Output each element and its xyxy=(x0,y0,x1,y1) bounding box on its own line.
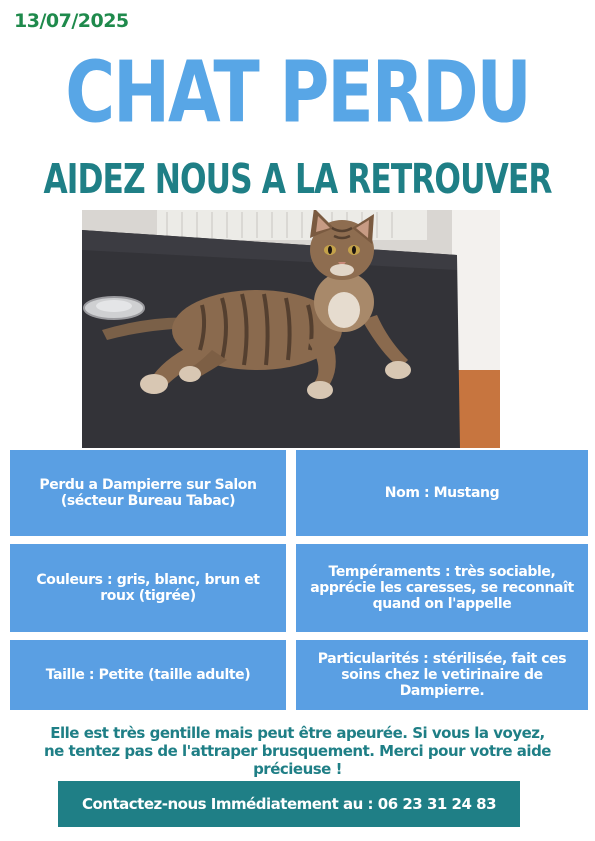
poster-subtitle: AIDEZ NOUS A LA RETROUVER xyxy=(43,156,552,204)
poster-title: CHAT PERDU xyxy=(65,44,530,143)
contact-banner xyxy=(58,781,520,827)
info-temperament: Tempéraments : très sociable, apprécie les caresses, se reconnaît quand on l'appelle xyxy=(296,544,588,632)
info-particularities: Particularités : stérilisée, fait ces soins chez le vetirinaire de Dampierre. xyxy=(296,640,588,710)
info-size: Taille : Petite (taille adulte) xyxy=(10,640,286,710)
info-colors: Couleurs : gris, blanc, brun et roux (tigrée) xyxy=(10,544,286,632)
info-name: Nom : Mustang xyxy=(296,450,588,536)
poster-date: 13/07/2025 xyxy=(14,10,129,32)
cat-photo-drawing xyxy=(82,210,500,448)
cat-photo xyxy=(82,210,500,448)
poster-note: Elle est très gentille mais peut être apeurée. Si vous la voyez, ne tentez pas de l'attraper brusquement. Merci pour votre aide précieuse ! xyxy=(43,724,551,778)
contact-text: Contactez-nous Immédiatement au : 06 23 31 24 83 xyxy=(81,795,497,813)
info-location: Perdu a Dampierre sur Salon (sécteur Bureau Tabac) xyxy=(10,450,286,536)
